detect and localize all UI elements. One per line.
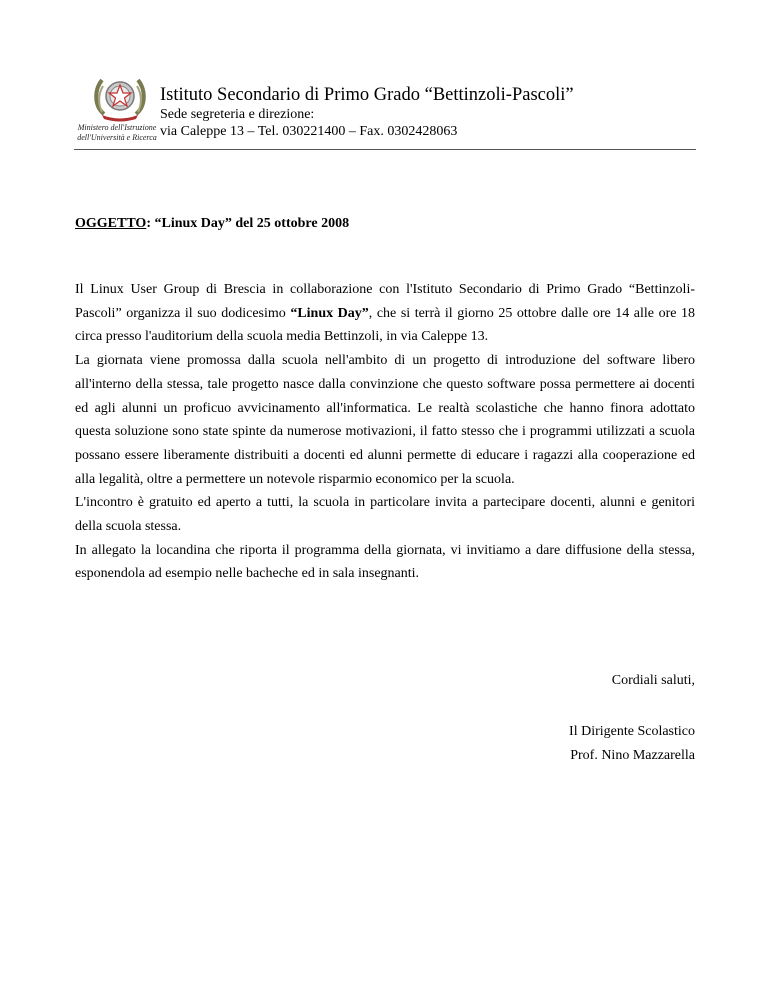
closing-salutation: Cordiali saluti, (611, 673, 695, 688)
subject-text: : “Linux Day” del 25 ottobre 2008 (146, 216, 350, 231)
address-line: via Caleppe 13 – Tel. 030221400 – Fax. 0302428063 (160, 124, 458, 139)
ministry-caption (74, 123, 160, 143)
paragraph-1-start: Il Linux User Group di Brescia in collaborazione con l'Istituto Secondario di Primo Grado “Bettinzoli-Pascoli” organizza il suo dodicesimo (75, 282, 695, 321)
office-label: Sede segreteria e direzione: (160, 107, 315, 122)
paragraph-1-end: , che si terrà il giorno 25 ottobre dalle ore 14 alle ore 18 circa presso l'auditorium della scuola media Bettinzoli, in via Caleppe 13. (75, 305, 695, 345)
header-divider (74, 149, 696, 150)
letterhead-text (160, 84, 574, 140)
letterhead (74, 70, 696, 150)
paragraph-1 (75, 278, 695, 349)
signer-role: Il Dirigente Scolastico (569, 724, 695, 739)
ministry-line-2: dell'Università e Ricerca (77, 133, 157, 142)
paragraph-3: L'incontro è gratuito ed aperto a tutti, la scuola in particolare invita a partecipare docenti, alunni e genitori della scuola stessa. (75, 495, 695, 535)
paragraph-2: La giornata viene promossa dalla scuola nell'ambito di un progetto di introduzione del software libero all'interno della stessa, tale progetto nasce dalla convinzione che questo software possa permettere ai docenti ed agli alunni un proficuo avvicinamento all'informatica. Le realtà scolastiche che hanno finora adottato questa soluzione sono state spinte da numerose motivazioni, il fatto stesso che i programmi utilizzati a scuola possano essere liberamente distribuiti a docenti ed alunni permette di educare i ragazzi alla cooperazione ed alla legalità, oltre a permettere un notevole risparmio economico per la scuola. (75, 353, 695, 487)
event-name: “Linux Day” (290, 305, 369, 321)
ministry-line-1: Ministero dell'Istruzione (77, 123, 157, 132)
subject-line (75, 216, 349, 232)
subject-label: OGGETTO (75, 216, 147, 231)
signature-block (569, 720, 695, 768)
republic-emblem-icon (90, 72, 150, 122)
paragraph-4: In allegato la locandina che riporta il programma della giornata, vi invitiamo a dare diffusione della stessa, esponendola ad esempio nelle bacheche ed in sala insegnanti. (75, 542, 695, 582)
institute-name: Istituto Secondario di Primo Grado “Bettinzoli-Pascoli” (160, 85, 574, 105)
letter-body (75, 278, 695, 586)
signer-name: Prof. Nino Mazzarella (570, 748, 695, 763)
